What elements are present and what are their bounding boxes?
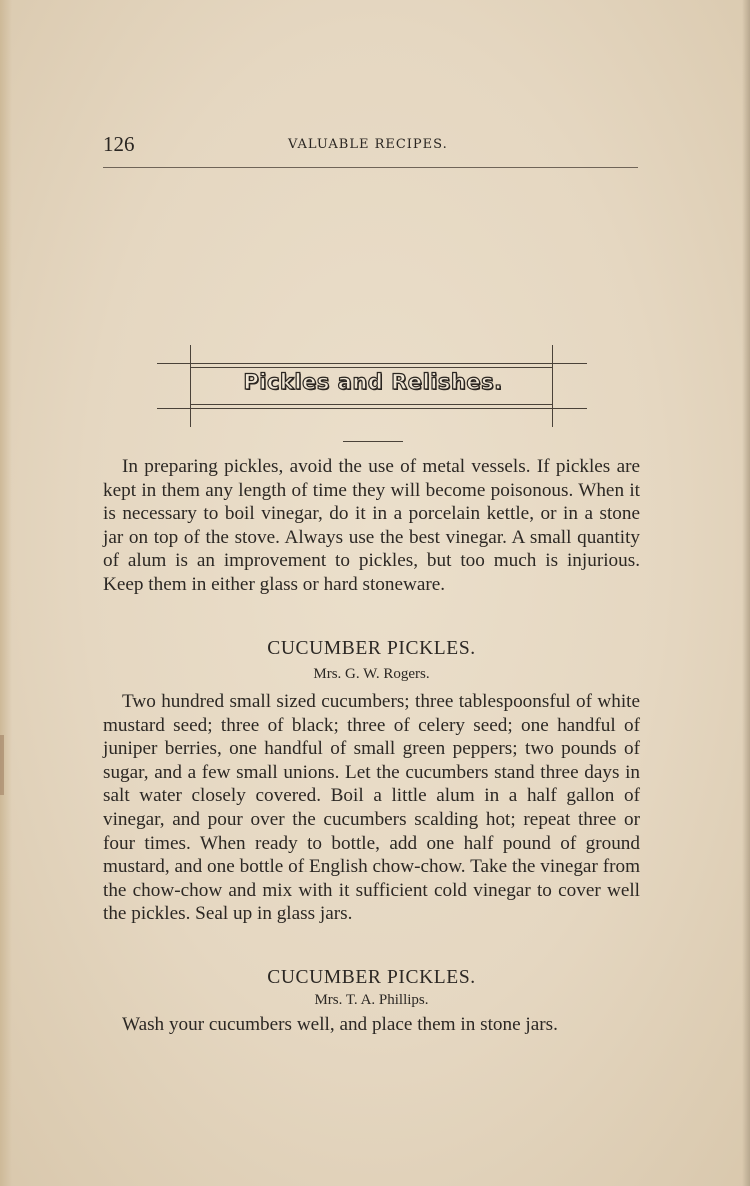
header-rule (103, 167, 638, 168)
page-edge-shadow-right (742, 0, 750, 1186)
recipe-title: CUCUMBER PICKLES. (267, 967, 476, 988)
page-stain (0, 735, 4, 795)
running-title: VALUABLE RECIPES. (288, 137, 448, 152)
section-title: Pickles and Relishes. (243, 370, 503, 394)
page-number: 126 (103, 132, 135, 156)
section-title-frame (157, 345, 587, 427)
title-underline (343, 441, 403, 442)
running-head (103, 132, 638, 154)
recipe-text: Wash your cucumbers well, and place them in stone jars. (122, 1014, 558, 1035)
recipe-text: Two hundred small sized cucumbers; three tablespoonsful of white mustard seed; three of black; three of celery seed; one handful of juniper berries, one handful of small green peppers; two pounds of sugar, and a few small unions. Let the cucumbers stand three days in salt water closely covered. Boil a little alum in a half gallon of vinegar, and pour over the cucumbers scalding hot; repeat three or four times. When ready to bottle, add one half pound of ground mustard, and one bottle of English chow-chow. Take the vinegar from the chow-chow and mix with it sufficient cold vinegar to cover well the pickles. Seal up in glass jars. (103, 691, 640, 925)
page-edge-shadow-left (0, 0, 12, 1186)
recipe-author: Mrs. T. A. Phillips. (314, 992, 429, 1008)
intro-paragraph: In preparing pickles, avoid the use of metal vessels. If pickles are kept in them any length of time they will become poisonous. When it is necessary to boil vinegar, do it in a porcelain kettle, or in a stone jar on top of the stove. Always use the best vinegar. A small quantity of alum is an improvement to pickles, but too much is injurious. Keep them in either glass or hard stoneware. (103, 456, 640, 595)
recipe-author: Mrs. G. W. Rogers. (313, 666, 430, 682)
recipe-title: CUCUMBER PICKLES. (267, 638, 476, 659)
